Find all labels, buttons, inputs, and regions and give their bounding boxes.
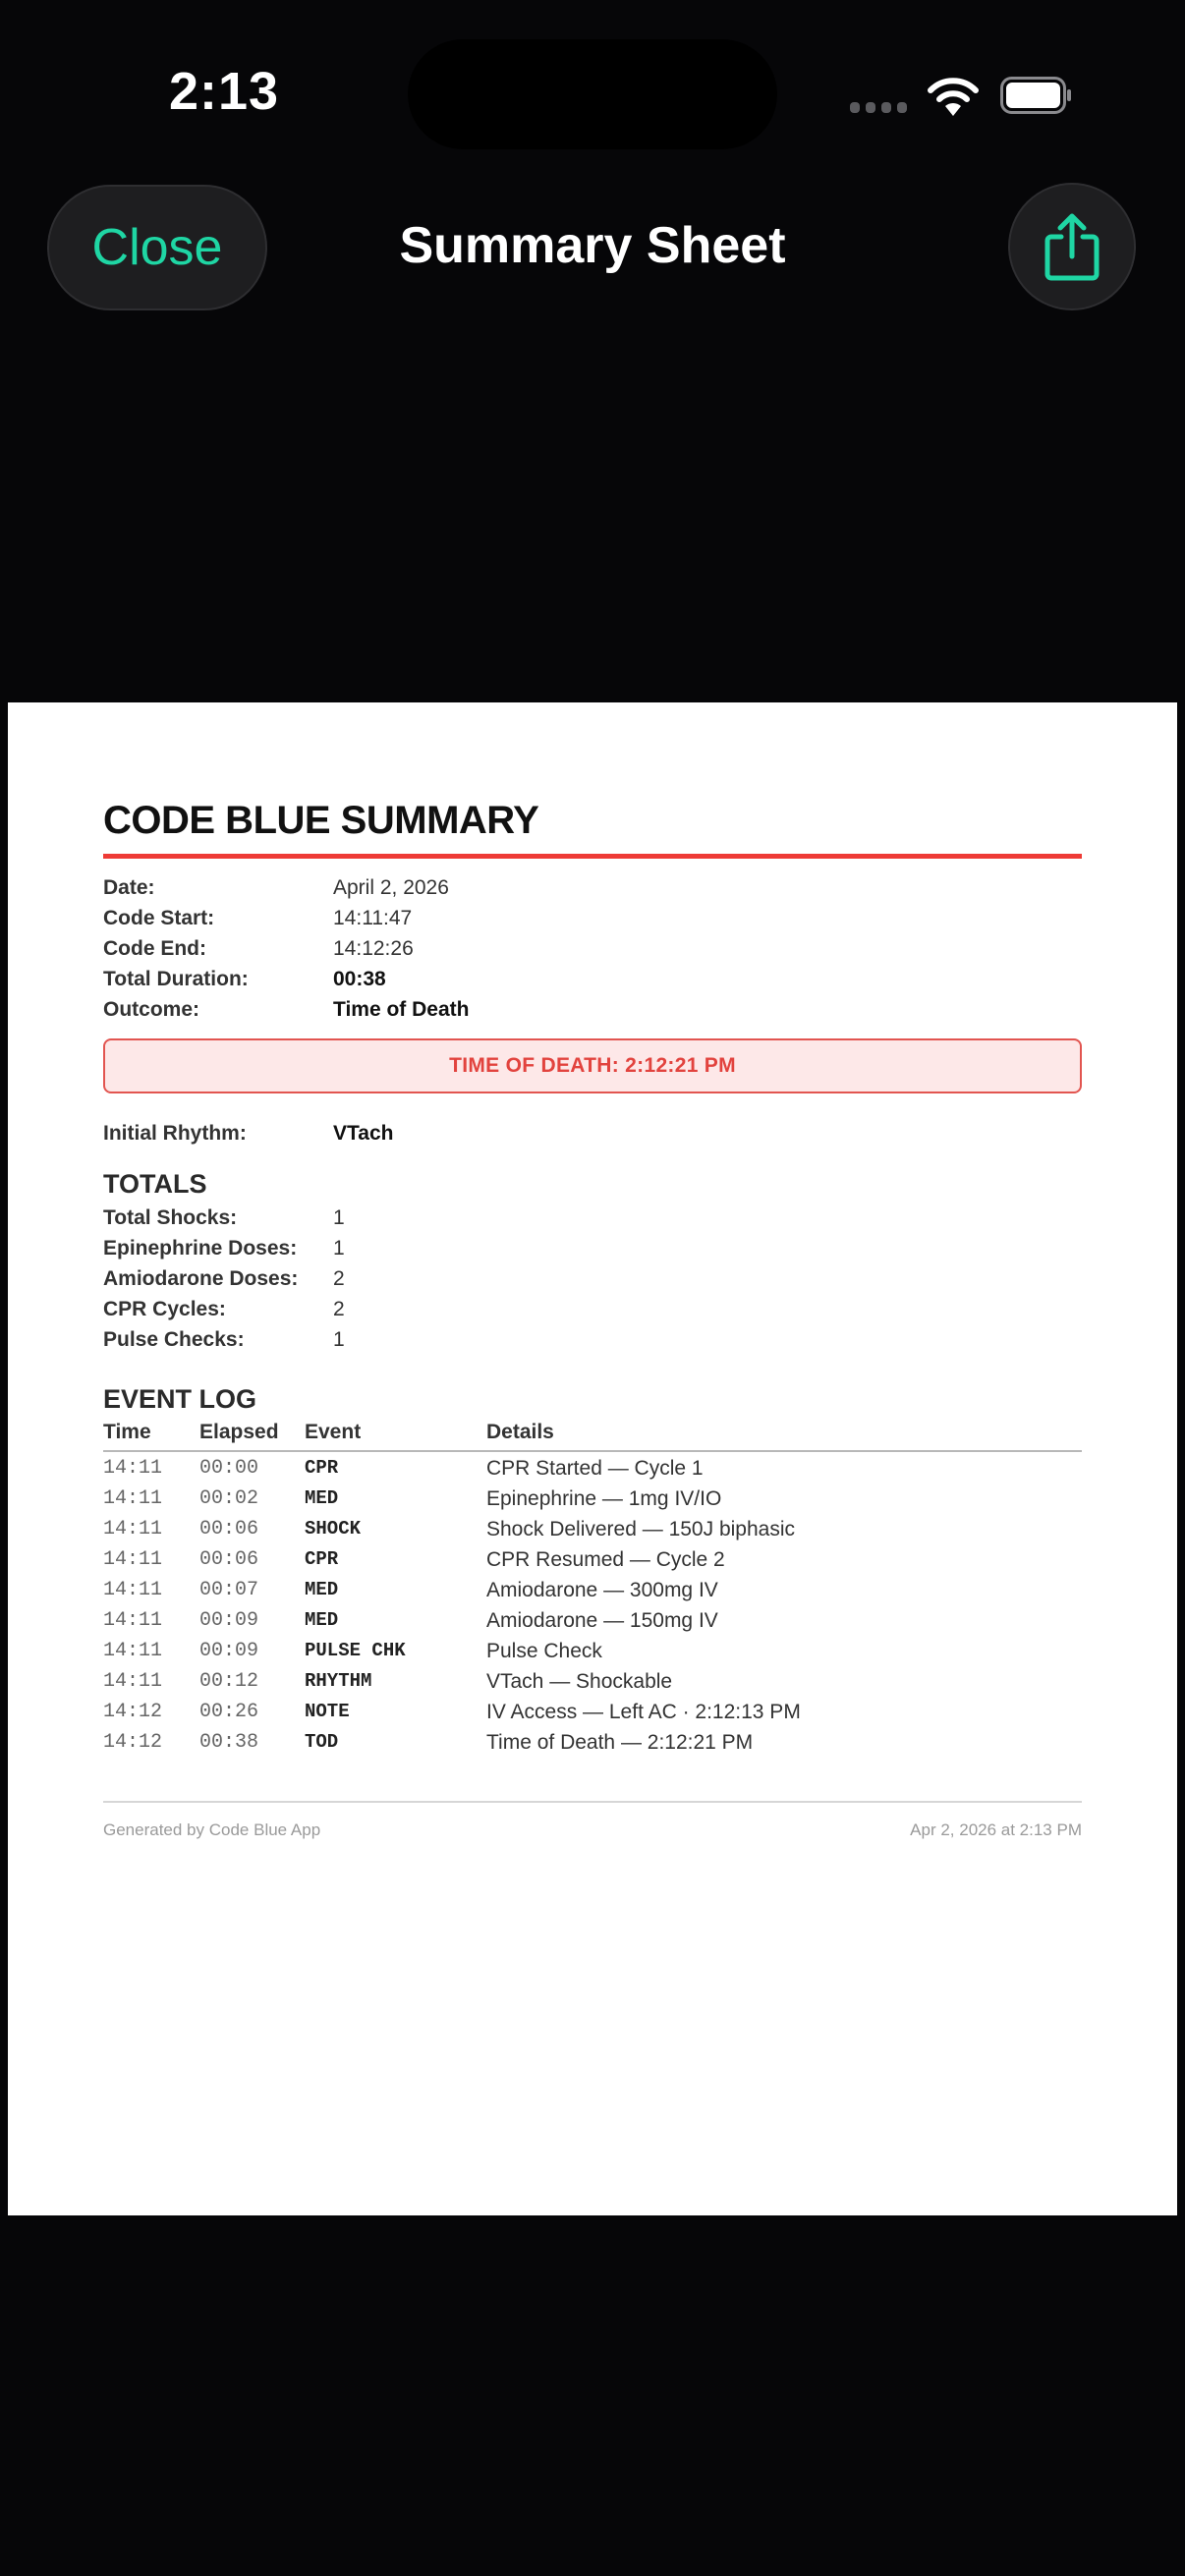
footer-divider: [103, 1801, 1082, 1803]
row-time: 14:11: [103, 1487, 163, 1510]
row-time: 14:11: [103, 1548, 163, 1571]
totals-label: Total Shocks:: [103, 1206, 238, 1229]
time-of-death-banner: TIME OF DEATH: 2:12:21 PM: [103, 1038, 1082, 1093]
totals-row: [103, 1206, 1082, 1237]
page-title: Summary Sheet: [399, 217, 786, 274]
row-event: RHYTHM: [305, 1670, 372, 1692]
share-button[interactable]: [1008, 183, 1136, 310]
close-button[interactable]: Close: [47, 185, 267, 310]
row-elapsed: 00:07: [199, 1579, 259, 1601]
meta-row-code-end: [103, 937, 1082, 968]
totals-value: 1: [333, 1237, 345, 1260]
row-elapsed: 00:06: [199, 1518, 259, 1540]
totals-label: CPR Cycles:: [103, 1298, 226, 1320]
column-header-event: Event: [305, 1421, 362, 1443]
row-details: CPR Resumed — Cycle 2: [486, 1548, 725, 1571]
title-divider: [103, 854, 1082, 859]
row-details: Amiodarone — 150mg IV: [486, 1609, 718, 1632]
row-elapsed: 00:06: [199, 1548, 259, 1571]
table-row: [103, 1579, 1082, 1609]
initial-rhythm-row: [103, 1122, 1082, 1152]
table-row: [103, 1609, 1082, 1640]
totals-row: [103, 1298, 1082, 1328]
status-time: 2:13: [169, 62, 280, 121]
meta-row-total-duration: [103, 968, 1082, 998]
meta-value: 00:38: [333, 968, 386, 990]
row-event: NOTE: [305, 1701, 350, 1722]
row-event: MED: [305, 1609, 339, 1631]
totals-label: Pulse Checks:: [103, 1328, 245, 1351]
meta-value: 14:12:26: [333, 937, 414, 960]
column-header-details: Details: [486, 1421, 554, 1443]
dynamic-island: [408, 39, 777, 149]
row-time: 14:11: [103, 1518, 163, 1540]
meta-label: Code End:: [103, 937, 206, 960]
row-time: 14:11: [103, 1640, 163, 1662]
row-elapsed: 00:09: [199, 1609, 259, 1632]
meta-value: Time of Death: [333, 998, 470, 1021]
totals-row: [103, 1237, 1082, 1267]
meta-row-outcome: [103, 998, 1082, 1029]
row-event: CPR: [305, 1548, 339, 1570]
totals-label: Amiodarone Doses:: [103, 1267, 299, 1290]
event-log-heading: EVENT LOG: [103, 1384, 257, 1414]
row-details: VTach — Shockable: [486, 1670, 673, 1693]
row-details: Amiodarone — 300mg IV: [486, 1579, 718, 1601]
meta-value: 14:11:47: [333, 907, 413, 929]
row-event: PULSE CHK: [305, 1640, 406, 1661]
row-details: Epinephrine — 1mg IV/IO: [486, 1487, 722, 1510]
column-header-time: Time: [103, 1421, 151, 1443]
meta-label: Code Start:: [103, 907, 215, 929]
totals-value: 2: [333, 1267, 345, 1290]
meta-label: Date:: [103, 876, 155, 899]
row-event: MED: [305, 1487, 339, 1509]
table-row: [103, 1548, 1082, 1579]
row-event: TOD: [305, 1731, 339, 1753]
table-row: [103, 1518, 1082, 1548]
totals-value: 1: [333, 1206, 345, 1229]
row-time: 14:12: [103, 1701, 163, 1723]
footer-generated-by: Generated by Code Blue App: [103, 1820, 321, 1839]
row-elapsed: 00:12: [199, 1670, 259, 1693]
totals-row: [103, 1328, 1082, 1359]
table-row: [103, 1731, 1082, 1762]
table-row: [103, 1701, 1082, 1731]
row-time: 14:11: [103, 1609, 163, 1632]
row-event: CPR: [305, 1457, 339, 1479]
row-elapsed: 00:00: [199, 1457, 259, 1480]
status-bar: [0, 0, 1185, 177]
totals-value: 2: [333, 1298, 345, 1320]
row-time: 14:11: [103, 1670, 163, 1693]
event-log-header: [103, 1421, 1082, 1450]
row-elapsed: 00:09: [199, 1640, 259, 1662]
row-elapsed: 00:26: [199, 1701, 259, 1723]
row-details: Shock Delivered — 150J biphasic: [486, 1518, 795, 1540]
row-details: Time of Death — 2:12:21 PM: [486, 1731, 754, 1754]
row-time: 14:11: [103, 1457, 163, 1480]
battery-icon: [1000, 77, 1073, 114]
document-title: CODE BLUE SUMMARY: [103, 799, 539, 842]
meta-row-code-start: [103, 907, 1082, 937]
footer-timestamp: Apr 2, 2026 at 2:13 PM: [910, 1820, 1082, 1839]
table-row: [103, 1640, 1082, 1670]
table-row: [103, 1670, 1082, 1701]
row-event: MED: [305, 1579, 339, 1600]
initial-rhythm-value: VTach: [333, 1122, 394, 1145]
row-time: 14:12: [103, 1731, 163, 1754]
totals-label: Epinephrine Doses:: [103, 1237, 298, 1260]
row-details: Pulse Check: [486, 1640, 602, 1662]
row-event: SHOCK: [305, 1518, 362, 1540]
totals-row: [103, 1267, 1082, 1298]
navigation-bar: [0, 177, 1185, 314]
totals-heading: TOTALS: [103, 1169, 207, 1199]
event-log-divider: [103, 1450, 1082, 1452]
row-time: 14:11: [103, 1579, 163, 1601]
row-details: CPR Started — Cycle 1: [486, 1457, 704, 1480]
wifi-icon: [924, 73, 983, 118]
initial-rhythm-label: Initial Rhythm:: [103, 1122, 247, 1145]
meta-label: Total Duration:: [103, 968, 249, 990]
column-header-elapsed: Elapsed: [199, 1421, 279, 1443]
row-details: IV Access — Left AC · 2:12:13 PM: [486, 1701, 801, 1723]
row-elapsed: 00:02: [199, 1487, 259, 1510]
cellular-signal-icon: [850, 102, 907, 113]
summary-document-page: [8, 702, 1177, 2215]
meta-value: April 2, 2026: [333, 876, 449, 899]
meta-row-date: [103, 876, 1082, 907]
totals-value: 1: [333, 1328, 345, 1351]
share-icon: [1042, 211, 1102, 282]
table-row: [103, 1487, 1082, 1518]
row-elapsed: 00:38: [199, 1731, 259, 1754]
meta-label: Outcome:: [103, 998, 200, 1021]
table-row: [103, 1457, 1082, 1487]
